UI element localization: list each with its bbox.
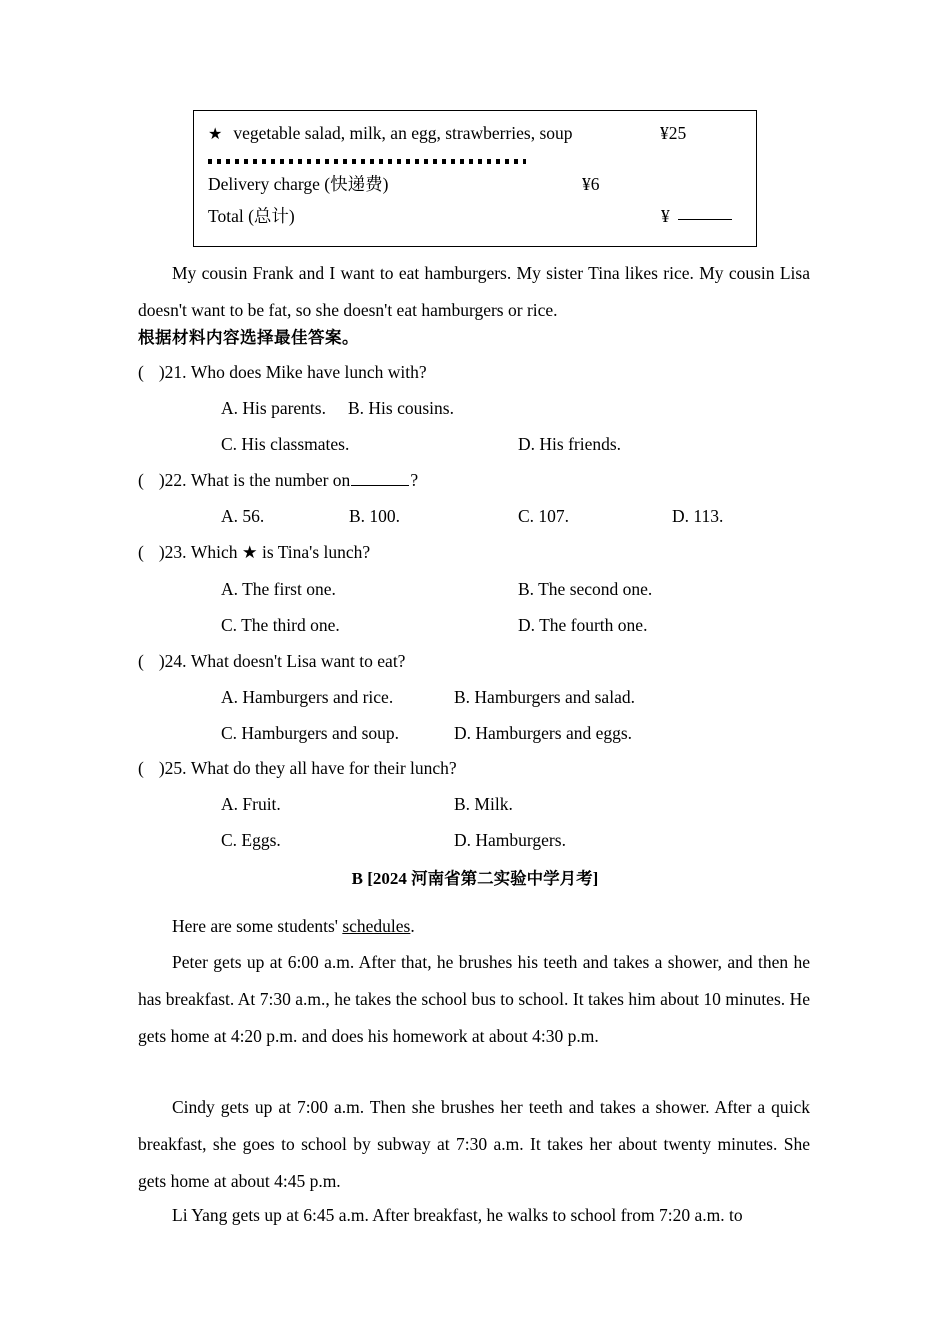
total-row: [208, 205, 742, 226]
question-22-option-b[interactable]: B. 100.: [349, 506, 401, 526]
dotted-separator: [208, 157, 526, 164]
answer-paren-close: ): [158, 470, 165, 490]
question-24-text: What doesn't Lisa want to eat?: [190, 651, 406, 671]
question-23-option-b[interactable]: B. The second one.: [518, 579, 653, 599]
question-24-stem: [138, 651, 405, 672]
answer-paren-open[interactable]: (: [138, 470, 144, 490]
question-24-number: 24.: [164, 651, 187, 671]
question-21-stem: [138, 362, 427, 383]
question-22-text-before: What is the number on: [190, 470, 351, 490]
question-23-option-a[interactable]: A. The first one.: [221, 579, 336, 599]
section-b-source-chinese: 河南省第二实验中学月考: [411, 869, 593, 888]
question-25-stem: [138, 758, 457, 779]
answer-paren-open[interactable]: (: [138, 542, 144, 562]
question-24-option-b[interactable]: B. Hamburgers and salad.: [454, 687, 635, 707]
star-icon: ★: [208, 126, 223, 143]
section-b-intro: [138, 908, 810, 945]
section-b-label-close: ]: [592, 869, 599, 888]
question-23-option-d[interactable]: D. The fourth one.: [518, 615, 648, 635]
question-24-option-d[interactable]: D. Hamburgers and eggs.: [454, 723, 633, 743]
question-25-number: 25.: [164, 758, 187, 778]
question-25-option-c[interactable]: C. Eggs.: [221, 830, 281, 850]
question-21-option-b[interactable]: B. His cousins.: [348, 398, 454, 418]
question-22-blank: [351, 473, 409, 486]
question-21-option-a[interactable]: A. His parents.: [221, 398, 326, 418]
menu-receipt-box: [193, 110, 757, 247]
question-23-option-c[interactable]: C. The third one.: [221, 615, 340, 635]
passage-b-paragraph-peter: Peter gets up at 6:00 a.m. After that, he brushes his teeth and takes a shower, and then he has breakfast. At 7:30 a.m., he takes the school bus to school. It takes him about 10 minutes. He gets home at 4:20 p.m. and does his homework at about 4:30 p.m.: [138, 952, 810, 1046]
menu-item-price: ¥25: [660, 123, 687, 143]
section-b-label: B [2024: [351, 869, 412, 888]
total-blank-line: [678, 208, 732, 220]
question-22-stem: [138, 470, 418, 491]
question-23-stem: [138, 542, 370, 563]
question-25-option-d[interactable]: D. Hamburgers.: [454, 830, 566, 850]
menu-item-row: [208, 125, 742, 143]
question-21-option-d[interactable]: D. His friends.: [518, 434, 622, 454]
total-label: Total (总计): [208, 205, 295, 226]
section-b-heading: [0, 865, 950, 889]
question-22-text-after: ?: [410, 470, 419, 490]
question-25-text: What do they all have for their lunch?: [190, 758, 457, 778]
answer-paren-close: ): [158, 758, 165, 778]
instruction-chinese: 根据材料内容选择最佳答案。: [138, 328, 359, 347]
intro-underlined-word: schedules: [342, 916, 411, 936]
delivery-charge-label: Delivery charge (快递费): [208, 174, 389, 194]
passage-b-paragraph-cindy: Cindy gets up at 7:00 a.m. Then she brushes her teeth and takes a shower. After a quick breakfast, she goes to school by subway at 7:30 a.m. It takes her about twenty minutes. She gets home at about 4:45 p.m.: [138, 1097, 810, 1191]
question-25-option-a[interactable]: A. Fruit.: [221, 794, 281, 814]
delivery-charge-row: [208, 176, 742, 194]
passage-a-text: My cousin Frank and I want to eat hamburgers. My sister Tina likes rice. My cousin Lisa doesn't want to be fat, so she doesn't eat hamburgers or rice.: [138, 263, 810, 320]
question-21-number: 21.: [164, 362, 187, 382]
answer-paren-close: ): [158, 542, 165, 562]
answer-paren-open[interactable]: (: [138, 362, 144, 382]
question-22-number: 22.: [164, 470, 187, 490]
question-21-option-c[interactable]: C. His classmates.: [221, 434, 350, 454]
question-23-text: Which ★ is Tina's lunch?: [190, 542, 371, 562]
answer-paren-close: ): [158, 362, 165, 382]
delivery-charge-price: ¥6: [582, 174, 600, 194]
answer-paren-close: ): [158, 651, 165, 671]
question-22-option-c[interactable]: C. 107.: [518, 506, 570, 526]
menu-item-list: vegetable salad, milk, an egg, strawberries, soup: [233, 123, 573, 143]
total-currency-symbol: ¥: [661, 205, 670, 226]
question-25-option-b[interactable]: B. Milk.: [454, 794, 513, 814]
question-22-option-d[interactable]: D. 113.: [672, 506, 724, 526]
passage-b-paragraph-liyang: Li Yang gets up at 6:45 a.m. After breakfast, he walks to school from 7:20 a.m. to: [172, 1205, 743, 1225]
question-24-option-a[interactable]: A. Hamburgers and rice.: [221, 687, 394, 707]
answer-paren-open[interactable]: (: [138, 758, 144, 778]
question-22-option-a[interactable]: A. 56.: [221, 506, 265, 526]
question-21-text: Who does Mike have lunch with?: [190, 362, 427, 382]
intro-text-after: .: [410, 916, 415, 936]
total-amount: [661, 205, 732, 226]
answer-paren-open[interactable]: (: [138, 651, 144, 671]
question-23-number: 23.: [164, 542, 187, 562]
question-24-option-c[interactable]: C. Hamburgers and soup.: [221, 723, 400, 743]
intro-text-before: Here are some students': [172, 916, 343, 936]
